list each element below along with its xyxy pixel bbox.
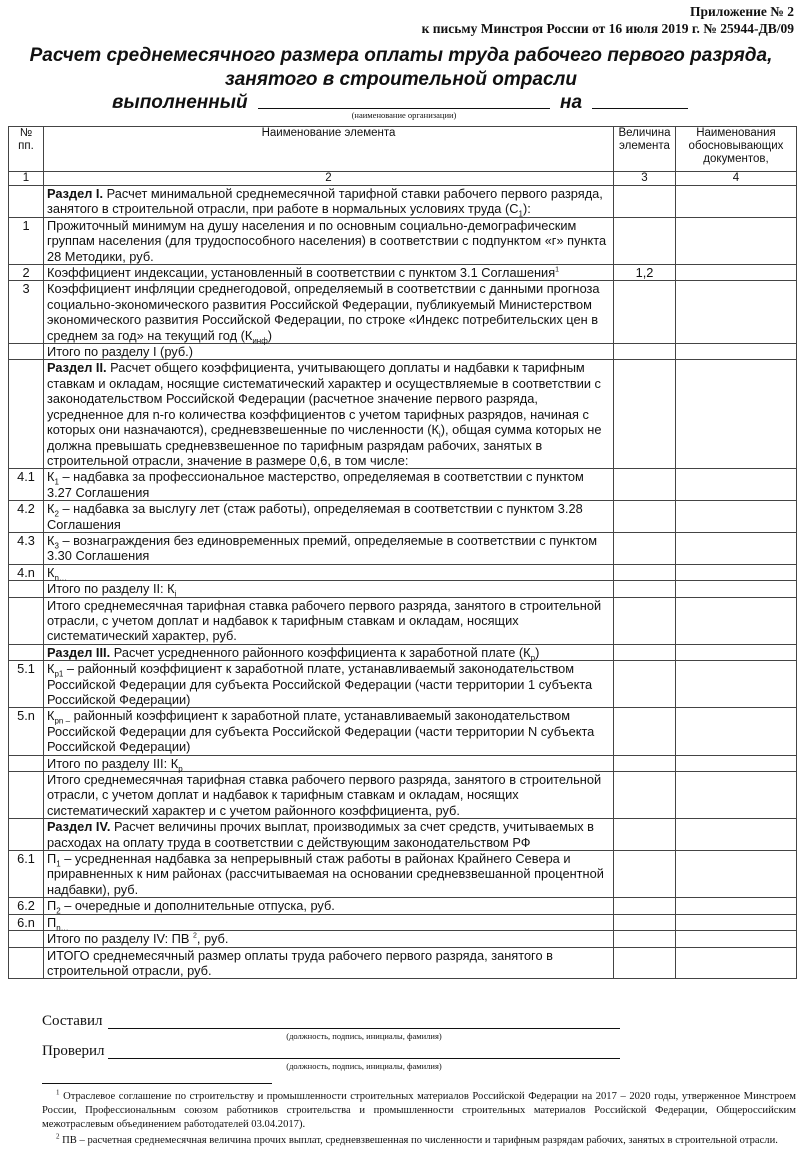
table-row: 1 Прожиточный минимум на душу населения и по основным социально-демографическим группам населения (для трудоспособного населения) в соответствии с подпунктом «г» пункта 28 Методики, руб. [9,217,797,264]
executed-label: выполненный [112,92,248,113]
section-4-row: Раздел IV. Расчет величины прочих выплат, производимых за счет средств, учитываемых в расходах на оплату труда в соответствии с действующим законодательством РФ [9,819,797,851]
table-row: 6.2 $П_2$ – очередные и дополнительные отпуска, руб. [9,898,797,914]
table-row: 2 Коэффициент индексации, установленный в соответствии с пунктом 3.1 Соглашения$^1$ 1,2 [9,265,797,281]
total-row: Итого среднемесячная тарифная ставка рабочего первого разряда, занятого в строительной отрасли, с учетом доплат и надбавок к тарифным ставкам и окладам, носящих систематический характер, руб. [9,597,797,644]
header-docs: Наименования обосновывающих документов, [676,127,797,172]
table-row: 5.n $К_{рn -}$ районный коэффициент к заработной плате, устанавливаемый законодательством Российской Федерации для субъекта Российской Федерации (части территории N субъекта Российской Федерации) [9,708,797,755]
header-value: Величина элемента [614,127,676,172]
document-title-line2: занятого в строительной отрасли [225,69,577,90]
col-number: 2 [44,172,614,186]
table-row: 6.n $П_{n\dots}$ [9,914,797,930]
table-header-row [9,127,797,172]
col-number: 4 [676,172,797,186]
col-number: 1 [9,172,44,186]
date-label: на [560,92,583,113]
table-row: 4.n $К_{n\dots}$ [9,564,797,580]
appendix-number: Приложение № 2 [690,4,794,19]
compiled-signature-line [108,1028,620,1029]
table-row: 3 Коэффициент инфляции среднегодовой, определяемый в соответствии с данными прогноза социально-экономического развития Российской Федерации, публикуемый Министерством экономического развития Российской Федерации, по строке «Индекс потребительских цен в среднем за год» на текущий год $(К_{инф})$ [9,281,797,344]
section-2-row: Раздел II. Расчет общего коэффициента, учитывающего доплаты и надбавки к тарифным ставкам и окладам, носящие систематический характер и осуществляемые в соответствии с законодательством Российской Федерации (расчетное значение первого разряда, усредненное для n-го количества коэффициентов с учетом тарифных разрядов, начиная с которых они назначаются), средневзвешенные по численности $(К_i)$, общая сумма которых не должна превышать средневзвешенное по тарифным разрядам рабочих, занятых в строительной отрасли, значение в размере 0,6, в том числе: [9,360,797,469]
footnote-1: $^1$ Отраслевое соглашение по строительству и промышленности строительных материалов Российской Федерации на 2017 – 2020 годы, утверженное Минстроем России, Профессиональным союзом работников строительства и промышленности строительных материалов Российской Федерации, Общероссийским межотраслевым объединением работодателей 03.04.2017). [42,1088,796,1130]
section-1-text: Раздел I. Расчет минимальной среднемесячной тарифной ставки рабочего первого разряда, занятого в строительной отрасли, при работе в нормальных условиях труда $(С_1)$: [44,186,614,218]
table-row: 4.1 $К_1$ – надбавка за профессиональное мастерство, определяемая в соответствии с пунктом 3.27 Соглашения [9,469,797,501]
header-num: № пп. [9,127,44,172]
section-3-row: Раздел III. Расчет усредненного районного коэффициента к заработной плате $(К_р)$ [9,644,797,660]
grand-total-row: ИТОГО среднемесячный размер оплаты труда рабочего первого разряда, занятого в строительной отрасли, руб. [9,947,797,979]
organization-blank-line [258,108,550,109]
col-number: 3 [614,172,676,186]
table-row: 6.1 $П_1$ – усредненная надбавка за непрерывный стаж работы в районах Крайнего Севера и приравненных к ним районах (рассчитываемая на основании средневзвешанной процентной надбавки), руб. [9,851,797,898]
organization-caption: (наименование организации) [351,110,457,120]
date-blank-line [592,108,688,109]
checked-label: Проверил [42,1043,105,1059]
compiled-caption: (должность, подпись, инициалы, фамилия) [286,1031,442,1041]
calculation-table [8,126,797,979]
checked-caption: (должность, подпись, инициалы, фамилия) [286,1061,442,1071]
subtotal-row: Итого по разделу II: $К_i$ [9,581,797,597]
header-name: Наименование элемента [44,127,614,172]
table-row: 4.3 $К_3$ – вознаграждения без единовременных премий, определяемые в соответствии с пунктом 3.30 Соглашения [9,532,797,564]
indexation-value: 1,2 [614,265,676,281]
compiled-label: Составил [42,1013,103,1029]
subtotal-row: Итого по разделу III: $К_р$ [9,755,797,771]
column-numbers-row [9,172,797,186]
total-row: Итого среднемесячная тарифная ставка рабочего первого разряда, занятого в строительной отрасли, с учетом доплат и надбавок к тарифным ставкам и окладам, носящих систематический характер и с учетом районного коэффициента, руб. [9,772,797,819]
footnote-2: $^2$ ПВ – расчетная среднемесячная величина прочих выплат, средневзвешенная по численности и тарифным разрядам рабочих, занятых в строительной отрасли. [56,1132,778,1146]
section-1-row [9,186,797,218]
document-title-line1: Расчет среднемесячного размера оплаты труда рабочего первого разряда, [29,45,773,66]
footnote-separator [42,1083,272,1084]
subtotal-row: Итого по разделу I (руб.) [9,344,797,360]
appendix-reference: к письму Минстроя России от 16 июля 2019 г. № 25944-ДВ/09 [421,21,794,36]
appendix-header [422,3,794,37]
table-row: 5.1 $К_{р1}$ – районный коэффициент к заработной плате, устанавливаемый законодательством Российской Федерации для субъекта Российской Федерации (части территории 1 субъекта Российской Федерации) [9,661,797,708]
checked-signature-line [108,1058,620,1059]
subtotal-row: Итого по разделу IV: ПВ $^2$, руб. [9,931,797,947]
table-row: 4.2 $К_2$ – надбавка за выслугу лет (стаж работы), определяемая в соответствии с пунктом 3.28 Соглашения [9,501,797,533]
